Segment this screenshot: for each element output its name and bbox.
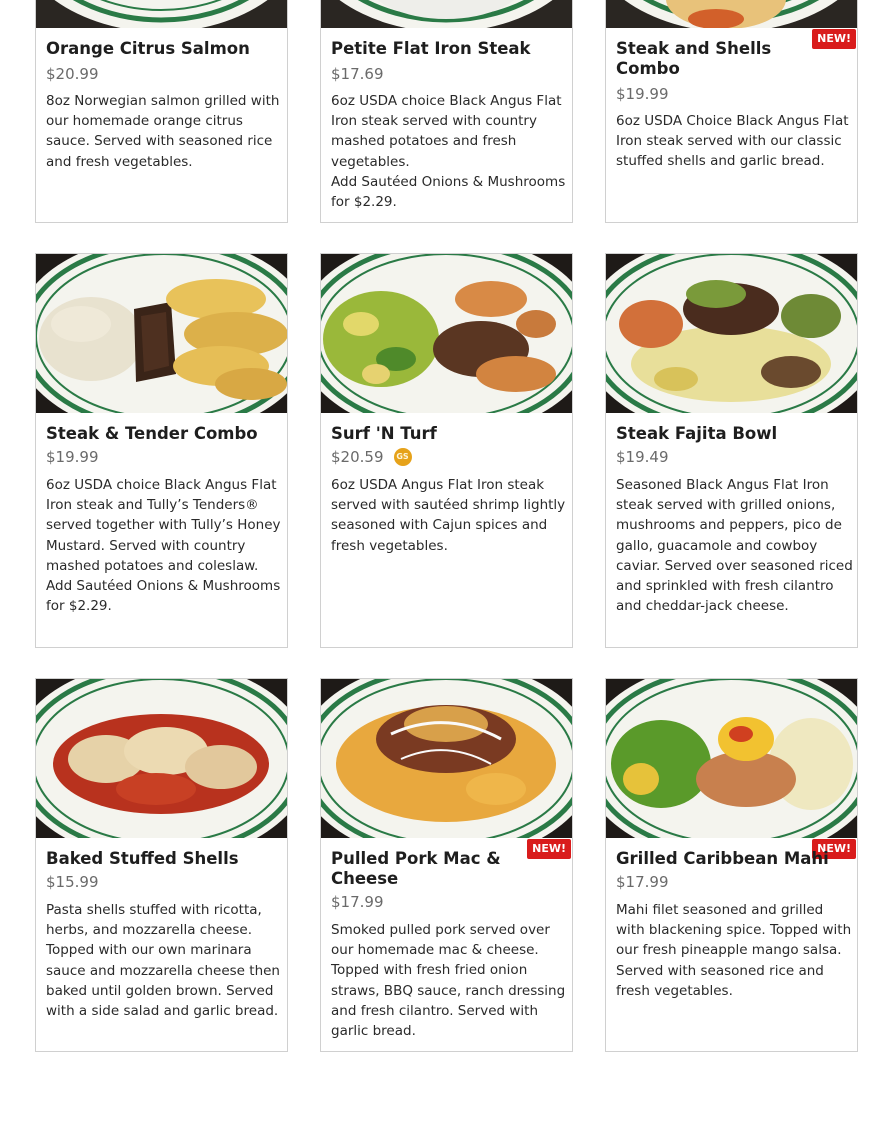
item-description: 6oz USDA Choice Black Angus Flat Iron steak served with our classic stuffed shells and garlic bread. (616, 113, 849, 170)
item-description: 6oz USDA Angus Flat Iron steak served with sautéed shrimp lightly seasoned with Cajun spices and fresh vegetables. (331, 477, 566, 554)
item-name: Orange Citrus Salmon (46, 39, 250, 58)
item-description: Seasoned Black Angus Flat Iron steak served with grilled onions, mushrooms and peppers, pico de gallo, guacamole and cowboy caviar. Served over seasoned riced and sprinkled with fresh cilantro and cheddar-jack cheese. (616, 477, 853, 615)
item-description: 6oz USDA choice Black Angus Flat Iron steak and Tully’s Tenders® served together with Tully’s Honey Mustard. Served with country mashed potatoes and coleslaw. Add Sautéed Onions & Mushrooms for $2.29. (46, 477, 281, 615)
new-badge: NEW! (812, 29, 856, 49)
food-photo[interactable] (36, 679, 287, 838)
food-photo[interactable] (36, 0, 287, 28)
menu-card-steak-and-shells-combo[interactable] (605, 0, 858, 223)
item-price: $17.69 (331, 65, 384, 83)
item-price: $17.99 (331, 893, 384, 911)
item-name: Grilled Caribbean Mahi (616, 849, 829, 868)
gluten-sensitive-icon: GS (394, 448, 412, 466)
item-description: Pasta shells stuffed with ricotta, herbs, and mozzarella cheese. Topped with our own marinara sauce and mozzarella cheese then baked until golden brown. Served with a side salad and garlic bread. (46, 902, 280, 1020)
item-price: $15.99 (46, 873, 99, 891)
food-photo[interactable] (36, 254, 287, 413)
food-photo[interactable] (606, 0, 857, 28)
item-description: Mahi filet seasoned and grilled with blackening spice. Topped with our fresh pineapple mango salsa. Served with seasoned rice and fresh vegetables. (616, 902, 852, 999)
menu-card-grilled-caribbean-mahi[interactable] (605, 678, 858, 1052)
item-price: $19.99 (616, 85, 669, 103)
menu-card-pulled-pork-mac-and-cheese[interactable] (320, 678, 573, 1052)
menu-card-steak-and-tender-combo[interactable] (35, 253, 288, 648)
item-description: 6oz USDA choice Black Angus Flat Iron steak served with country mashed potatoes and fresh vegetables. Add Sautéed Onions & Mushrooms for $2.29. (331, 93, 566, 211)
food-photo[interactable] (606, 254, 857, 413)
item-name: Surf 'N Turf (331, 424, 437, 443)
item-description: Smoked pulled pork served over our homemade mac & cheese. Topped with fresh fried onion straws, BBQ sauce, ranch dressing and fresh cilantro. Served with garlic bread. (331, 922, 566, 1040)
item-price: $17.99 (616, 873, 669, 891)
food-photo[interactable] (606, 679, 857, 838)
item-price: $19.49 (616, 448, 669, 466)
item-name: Steak Fajita Bowl (616, 424, 778, 443)
menu-card-steak-fajita-bowl[interactable] (605, 253, 858, 648)
item-price: $19.99 (46, 448, 99, 466)
food-photo[interactable] (321, 679, 572, 838)
food-photo[interactable] (321, 0, 572, 28)
menu-card-surf-n-turf[interactable] (320, 253, 573, 648)
item-price: $20.99 (46, 65, 99, 83)
item-description: 8oz Norwegian salmon grilled with our homemade orange citrus sauce. Served with seasoned rice and fresh vegetables. (46, 93, 280, 170)
menu-card-baked-stuffed-shells[interactable] (35, 678, 288, 1052)
item-name: Baked Stuffed Shells (46, 849, 239, 868)
menu-card-orange-citrus-salmon[interactable] (35, 0, 288, 223)
menu-card-petite-flat-iron-steak[interactable] (320, 0, 573, 223)
item-name: Steak and Shells Combo (616, 39, 772, 78)
new-badge: NEW! (812, 839, 856, 859)
item-name: Steak & Tender Combo (46, 424, 258, 443)
new-badge: NEW! (527, 839, 571, 859)
item-price (331, 448, 412, 466)
item-name: Pulled Pork Mac & Cheese (331, 849, 501, 888)
food-photo[interactable] (321, 254, 572, 413)
item-name: Petite Flat Iron Steak (331, 39, 531, 58)
item-price-value: $20.59 (331, 448, 384, 466)
